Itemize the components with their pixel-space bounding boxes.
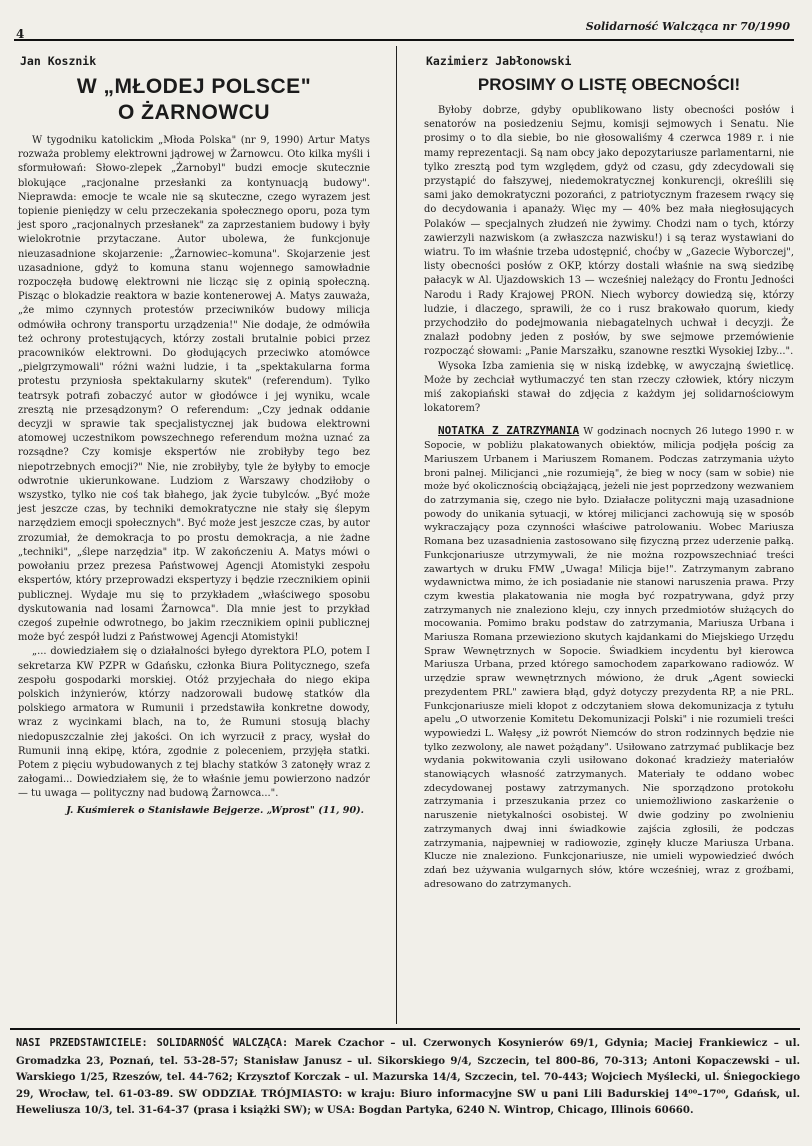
representatives-footer (16, 1035, 800, 1119)
right-article-paragraph: Wysoka Izba zamienia się w niską izdebkę, w awyczajną świetlicę. Może by zechciał wytłumaczyć ten stan rzeczy człowiek, który niczym miś zakopiański stawał do zdjęcia z każdym jej solidarnościowym lokatorem? (424, 360, 794, 415)
left-article (18, 46, 370, 816)
arrest-notice-title: NOTATKA Z ZATRZYMANIA (438, 424, 580, 438)
right-article-author: Kazimierz Jabłonowski (426, 54, 572, 68)
left-headline-line1: W „MŁODEJ POLSCE" (76, 75, 312, 98)
left-article-headline (18, 74, 370, 126)
left-article-byline: J. Kuśmierek o Stanisławie Bejgerze. „Wprost" (11, 90). (66, 804, 364, 816)
arrest-notice-body (424, 424, 794, 891)
left-headline-line2: O ŻARNOWCU (118, 101, 270, 124)
arrest-notice-text: W godzinach nocnych 26 lutego 1990 r. w Sopocie, w pobliżu plakatowanych obiektów, milicja podjęła pościg za Mariuszem Urbanem i Mariuszem Romanem. Podczas zatrzymania użyto broni palnej. Milicjanci „nie rozumieją", że bieg w nocy (sam w sobie) nie może być okolicznością obciążającą, jeżeli nie jest poprzedzony wezwaniem do zatrzymania się, czego nie było. Działacze polityczni mają uzasadnione powody do unikania sytuacji, w której milicjanci zachowują się w sposób wykraczający poza czynności właściwe patrolowaniu. Wobec Mariusza Romana bez uzasadnienia zastosowano siłę fizyczną przez uderzenie pałką. Funkcjonariusze utrzymywali, że nie można rozpowszechniać treści zawartych w druku FMW „Uwaga! Milicja bije!". Zatrzymanym zabrano wydawnictwa mimo, że ich posiadanie nie stanowi naruszenia prawa. Przy czym kwestia plakatowania nie mogła być rozpatrywana, gdyż przy zatrzymanych nie znaleziono kleju, czy innych przedmiotów służących do mocowania. Pomimo braku podstaw do zatrzymania, Mariusza Urbana i Mariusza Romana przewieziono skutych kajdankami do Miejskiego Urzędu Spraw Wewnętrznych w Sopocie. Świadkiem incydentu był kierowca Mariusza Urbana, przed którego samochodem zaparkowano radiowóz. W urzędzie spraw wewnętrznych mówiono, że druk „Agent sowiecki prezydentem PRL" zawiera błąd, gdyż dotyczy prezydenta RP, a nie PRL. Funkcjonariusze mieli kłopot z odczytaniem słowa dekomunizacja z tytułu apelu „O utworzenie Komitetu Dekomunizacji Polski" i nie rozumieli treści wypowiedzi L. Wałęsy „iż powrót Niemców do stron rodzinnych będzie nie tylko zezwolony, ale nawet pożądany". Usiłowano zatrzymać publikacje bez wydania pokwitowania czyli usiłowano dokonać kradzieży materiałów stanowiących własność zatrzymanych. Materiały te oddano wobec zdecydowanej postawy zatrzymanych. Nie sporządzono protokołu zatrzymania i przeszukania przez co uniemożliwiono zaskarżenie o naruszenie nietykalności osobistej. W dwie godziny po zwolnieniu zatrzymanych dwaj inni świadkowie zajścia zgłosili, że podczas zatrzymania, najpewniej w radiowozie, zginęły klucze Mariusza Urbana. Klucze nie znaleziono. Funkcjonariusze, nie umieli wypowiedzieć dwóch zdań bez używania wulgarnych słów, które wcześniej, wraz z groźbami, adresowano do zatrzymanych. (424, 426, 794, 890)
right-article-paragraph: Byłoby dobrze, gdyby opublikowano listy obecności posłów i senatorów na posiedzeniu Sejmu, komisji sejmowych i Senatu. Nie prosimy o to dla siebie, bo nie głosowaliśmy 4 czerwca 1989 r. i nie mamy reprezentacji. Są nam obcy jako depozytariusze parlamentarni, nie tylko zresztą pod tym względem, gdyż od czasu, gdy zdecydowali się przystąpić do fałszywej, niedemokratycznej konkurencji, określili się sami jako demokratyczni pozorańci, z patriotycznym frazesem rwący się do decydowania i apanaży. Więc my — 40% bez mała niegłosujących Polaków — specjalnych złudzeń nie żywimy. Chodzi nam o tych, którzy zawierzyli nazwiskom (a zwłaszcza nazwisku!) i są teraz wystawiani do wiatru. To im właśnie trzeba udostępnić, choćby w „Gazecie Wyborczej", listy obecności posłów z OKP, którzy dostali właśnie na swą siedzibę pałacyk w Al. Ujazdowskich 13 — wcześniej należący do Frontu Jedności Narodu i Rady Krajowej PRON. Niech wyborcy dowiedzą się, którzy ludzie, i dlaczego, sprawili, że co i rusz brakowało quorum, kiedy przychodziło do podejmowania niebagatelnych uchwał i decyzji. Że znalazł podobny jeden z posłów, by swe sejmowe przemówienie rozpocząć słowami: „Panie Marszałku, szanowne resztki Wysokiej Izby...". (424, 105, 794, 358)
running-header: Solidarność Walcząca nr 70/1990 (585, 20, 790, 33)
column-divider (396, 46, 397, 1024)
right-article-headline: PROSIMY O LISTĘ OBECNOŚCI! (477, 75, 741, 94)
footer-text: Marek Czachor – ul. Czerwonych Kosynierów 69/1, Gdynia; Maciej Frankiewicz – ul. Gromadzka 23, Poznań, tel. 53-28-57; Stanisław Janusz – ul. Sikorskiego 9/4, Szczecin, tel 800-86, 70-313; Antoni Kopaczewski – ul. Warskiego 1/25, Rzeszów, tel. 44-762; Krzysztof Korczak – ul. Mazurska 14/4, Szczecin, tel. 70-443; Wojciech Myślecki, ul. Śniegockiego 29, Wrocław, tel. 61-03-89. SW ODDZIAŁ TRÓJMIASTO: w kraju: Biuro informacyjne SW u pani Lili Badurskiej 14⁰⁰–17⁰⁰, Gdańsk, ul. Heweliusza 10/3, tel. 31-64-37 (prasa i książki SW); w USA: Bogdan Partyka, 6240 N. Wintrop, Chicago, Illinois 60660. (16, 1037, 800, 1117)
footer-heading: NASI PRZEDSTAWICIELE: SOLIDARNOŚĆ WALCZĄCA: (16, 1038, 289, 1049)
left-article-author: Jan Kosznik (20, 54, 97, 68)
right-article (424, 46, 794, 891)
bottom-rule (10, 1028, 800, 1030)
arrest-notice (424, 424, 794, 891)
left-article-paragraph: W tygodniku katolickim „Młoda Polska" (nr 9, 1990) Artur Matys rozważa problemy elektrowni jądrowej w Żarnowcu. Oto kilka myśli i sformułowań: Słowo-zlepek „Żarnobyl" budzi emocje skutecznie blokujące „racjonalne przesłanki za kontynuacją budowy". Nieprawda: emocje te wcale nie są skuteczne, czego wyrazem jest topienie pieniędzy w celu przeczekania społecznego oporu, poza tym jest sporo „racjonalnych przesłanek" za zaprzestaniem budowy i były wielokrotnie przytaczane. Autor ubolewa, że funkcjonuje nieuzasadnione skojarzenie: „Żarnowiec–komuna". Skojarzenie jest uzasadnione, gdyż to komuna stanu wojennego samowładnie rozpoczęła budowę elektrowni nie licząc się z opinią społeczną. Pisząc o blokadzie reaktora w bazie kontenerowej A. Matys zauważa, „że mimo czynnych protestów przeciwników budowy milicja odmówiła ochrony transportu urządzenia!" Nie dodaje, że odmówiła też ochrony protestujących, którzy zostali brutalnie pobici przez pracowników elektrowni. Do głodujących przeciwko atomówce „pielgrzymowali" różni ważni ludzie, i ta „spektakularna forma protestu przyniosła spektakularny skutek" (referendum). Tylko teatrsyk potrafi zobaczyć autor w głodówce i jej wyniku, wcale zresztą nie przesądzonym? O referendum: „Czy jednak oddanie decyzji w sprawie tak specjalistycznej jak budowa elektrowni atomowej uczestnikom powszechnego referendum można uznać za rozsądne? Czy komisje ekspertów nie zrobiłyby tego bez niepotrzebnych emocji?" Nie, nie zrobiłyby, tyle że byłyby to emocje odwrotnie ukierunkowane. Ludziom z Warszawy chodziłoby o wszystko, tylko nie coś tak błahego, jak życie tubylców. „Być może jest jeszcze czas, by techniki demokratyczne nie stały się ślepym narzędziem emocji społecznych". Być może jest jeszcze czas, by autor zrozumiał, że demokracja to po prostu demokracja, a nie żadne „techniki", „ślepe narzędzia" itp. W zakończeniu A. Matys mówi o powołaniu przez prezesa Państwowej Agencji Atomistyki zespołu ekspertów, który przeprowadzi ekspertyzy i będzie rzecznikiem opinii publicznej. Wydaje mu się to przykładem „właściwego sposobu dyskutowania nad losami Żarnowca". Dla mnie jest to przykład czegoś zupełnie odwrotnego, bo jakim rzecznikiem opinii publicznej może być zespół ludzi z Państwowej Agencji Atomistyki! (18, 135, 370, 644)
page-number: 4 (16, 27, 25, 41)
left-article-paragraph: „... dowiedziałem się o działalności byłego dyrektora PLO, potem I sekretarza KW PZPR w Gdańsku, członka Biura Politycznego, szefa zespołu gospodarki morskiej. Otóż przyjechała do niego ekipa polskich inżynierów, którzy nadzorowali budowę statków dla polskiego armatora w Rumunii i przedstawiła konkretne dowody, wraz z wycinkami blach, na to, że Rumuni stosują blachy niedopuszczalnie złej jakości. On ich wyrzucił z pracy, wysłał do Rumunii inną ekipę, która, zgodnie z poleceniem, przyjęła statki. Potem z pięciu wybudowanych z tej blachy statków 3 zatonęły wraz z załogami... Dowiedziałem się, że to właśnie jemu powierzono nadzór — tu uwaga — polityczny nad budową Żarnowca...". (18, 646, 370, 800)
top-rule (14, 39, 794, 41)
